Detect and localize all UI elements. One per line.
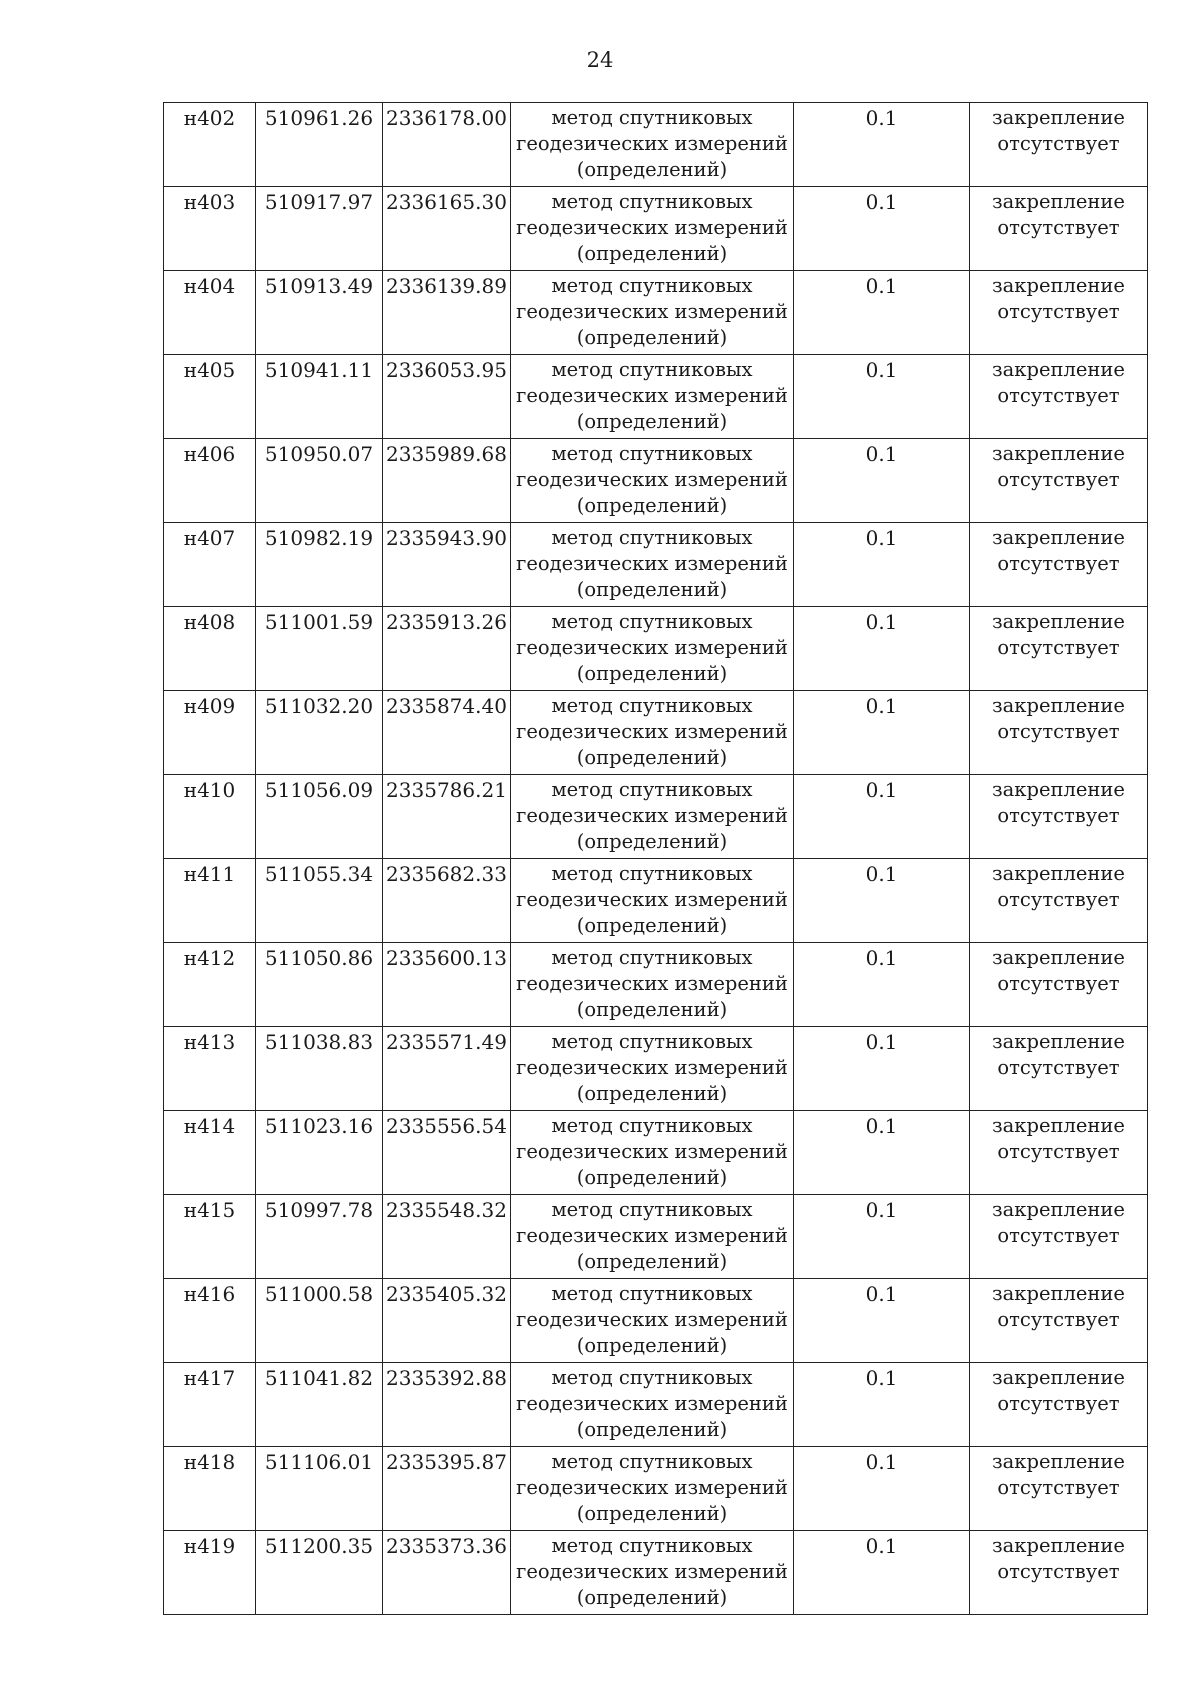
table-row [164, 943, 1148, 1027]
y-coordinate-cell: 2335943.90 [383, 523, 511, 607]
x-coordinate-cell: 510961.26 [256, 103, 383, 187]
table-row [164, 1195, 1148, 1279]
x-coordinate-cell: 511050.86 [256, 943, 383, 1027]
point-id-cell: н414 [164, 1111, 256, 1195]
point-id-cell: н418 [164, 1447, 256, 1531]
method-cell: метод спутниковых геодезических измерений (определений) [511, 355, 794, 439]
x-coordinate-cell: 511000.58 [256, 1279, 383, 1363]
y-coordinate-cell: 2335395.87 [383, 1447, 511, 1531]
point-id-cell: н406 [164, 439, 256, 523]
accuracy-cell: 0.1 [794, 103, 970, 187]
table-row [164, 607, 1148, 691]
accuracy-cell: 0.1 [794, 691, 970, 775]
table-row [164, 1447, 1148, 1531]
x-coordinate-cell: 511032.20 [256, 691, 383, 775]
fixing-cell: закрепление отсутствует [970, 1195, 1148, 1279]
table-row [164, 187, 1148, 271]
x-coordinate-cell: 511041.82 [256, 1363, 383, 1447]
method-cell: метод спутниковых геодезических измерений (определений) [511, 607, 794, 691]
method-cell: метод спутниковых геодезических измерений (определений) [511, 1195, 794, 1279]
table-row [164, 1279, 1148, 1363]
y-coordinate-cell: 2335786.21 [383, 775, 511, 859]
accuracy-cell: 0.1 [794, 355, 970, 439]
table-row [164, 271, 1148, 355]
fixing-cell: закрепление отсутствует [970, 691, 1148, 775]
accuracy-cell: 0.1 [794, 1027, 970, 1111]
method-cell: метод спутниковых геодезических измерений (определений) [511, 103, 794, 187]
method-cell: метод спутниковых геодезических измерений (определений) [511, 1447, 794, 1531]
y-coordinate-cell: 2335373.36 [383, 1531, 511, 1615]
y-coordinate-cell: 2335405.32 [383, 1279, 511, 1363]
accuracy-cell: 0.1 [794, 859, 970, 943]
table-row [164, 439, 1148, 523]
y-coordinate-cell: 2335571.49 [383, 1027, 511, 1111]
table-row [164, 355, 1148, 439]
x-coordinate-cell: 510950.07 [256, 439, 383, 523]
fixing-cell: закрепление отсутствует [970, 1447, 1148, 1531]
fixing-cell: закрепление отсутствует [970, 439, 1148, 523]
method-cell: метод спутниковых геодезических измерений (определений) [511, 859, 794, 943]
fixing-cell: закрепление отсутствует [970, 271, 1148, 355]
point-id-cell: н408 [164, 607, 256, 691]
y-coordinate-cell: 2335989.68 [383, 439, 511, 523]
fixing-cell: закрепление отсутствует [970, 187, 1148, 271]
fixing-cell: закрепление отсутствует [970, 1027, 1148, 1111]
method-cell: метод спутниковых геодезических измерений (определений) [511, 523, 794, 607]
fixing-cell: закрепление отсутствует [970, 355, 1148, 439]
y-coordinate-cell: 2336178.00 [383, 103, 511, 187]
x-coordinate-cell: 511200.35 [256, 1531, 383, 1615]
table-row [164, 1027, 1148, 1111]
x-coordinate-cell: 511038.83 [256, 1027, 383, 1111]
table-row [164, 1363, 1148, 1447]
method-cell: метод спутниковых геодезических измерений (определений) [511, 1363, 794, 1447]
accuracy-cell: 0.1 [794, 187, 970, 271]
y-coordinate-cell: 2336165.30 [383, 187, 511, 271]
accuracy-cell: 0.1 [794, 523, 970, 607]
point-id-cell: н407 [164, 523, 256, 607]
accuracy-cell: 0.1 [794, 271, 970, 355]
table-row [164, 1531, 1148, 1615]
y-coordinate-cell: 2335874.40 [383, 691, 511, 775]
x-coordinate-cell: 510913.49 [256, 271, 383, 355]
accuracy-cell: 0.1 [794, 439, 970, 523]
x-coordinate-cell: 510941.11 [256, 355, 383, 439]
table-row [164, 1111, 1148, 1195]
x-coordinate-cell: 511055.34 [256, 859, 383, 943]
point-id-cell: н409 [164, 691, 256, 775]
point-id-cell: н416 [164, 1279, 256, 1363]
fixing-cell: закрепление отсутствует [970, 1279, 1148, 1363]
x-coordinate-cell: 511106.01 [256, 1447, 383, 1531]
point-id-cell: н417 [164, 1363, 256, 1447]
method-cell: метод спутниковых геодезических измерений (определений) [511, 1279, 794, 1363]
coordinates-table [163, 102, 1148, 1615]
y-coordinate-cell: 2335682.33 [383, 859, 511, 943]
fixing-cell: закрепление отсутствует [970, 775, 1148, 859]
y-coordinate-cell: 2335600.13 [383, 943, 511, 1027]
accuracy-cell: 0.1 [794, 775, 970, 859]
accuracy-cell: 0.1 [794, 1279, 970, 1363]
x-coordinate-cell: 511001.59 [256, 607, 383, 691]
accuracy-cell: 0.1 [794, 1447, 970, 1531]
x-coordinate-cell: 510982.19 [256, 523, 383, 607]
fixing-cell: закрепление отсутствует [970, 943, 1148, 1027]
table-row [164, 523, 1148, 607]
coordinates-table-body [164, 103, 1148, 1615]
fixing-cell: закрепление отсутствует [970, 859, 1148, 943]
point-id-cell: н419 [164, 1531, 256, 1615]
method-cell: метод спутниковых геодезических измерений (определений) [511, 271, 794, 355]
fixing-cell: закрепление отсутствует [970, 607, 1148, 691]
y-coordinate-cell: 2335913.26 [383, 607, 511, 691]
accuracy-cell: 0.1 [794, 943, 970, 1027]
method-cell: метод спутниковых геодезических измерений (определений) [511, 187, 794, 271]
fixing-cell: закрепление отсутствует [970, 1111, 1148, 1195]
method-cell: метод спутниковых геодезических измерений (определений) [511, 1531, 794, 1615]
method-cell: метод спутниковых геодезических измерений (определений) [511, 775, 794, 859]
x-coordinate-cell: 510997.78 [256, 1195, 383, 1279]
y-coordinate-cell: 2335556.54 [383, 1111, 511, 1195]
point-id-cell: н404 [164, 271, 256, 355]
y-coordinate-cell: 2335548.32 [383, 1195, 511, 1279]
point-id-cell: н410 [164, 775, 256, 859]
point-id-cell: н403 [164, 187, 256, 271]
accuracy-cell: 0.1 [794, 1363, 970, 1447]
method-cell: метод спутниковых геодезических измерений (определений) [511, 439, 794, 523]
table-row [164, 775, 1148, 859]
point-id-cell: н405 [164, 355, 256, 439]
fixing-cell: закрепление отсутствует [970, 1363, 1148, 1447]
accuracy-cell: 0.1 [794, 1195, 970, 1279]
y-coordinate-cell: 2336139.89 [383, 271, 511, 355]
point-id-cell: н413 [164, 1027, 256, 1111]
x-coordinate-cell: 510917.97 [256, 187, 383, 271]
table-row [164, 691, 1148, 775]
method-cell: метод спутниковых геодезических измерений (определений) [511, 943, 794, 1027]
accuracy-cell: 0.1 [794, 607, 970, 691]
y-coordinate-cell: 2335392.88 [383, 1363, 511, 1447]
x-coordinate-cell: 511056.09 [256, 775, 383, 859]
table-row [164, 859, 1148, 943]
page-number: 24 [586, 48, 614, 72]
y-coordinate-cell: 2336053.95 [383, 355, 511, 439]
point-id-cell: н411 [164, 859, 256, 943]
table-row [164, 103, 1148, 187]
fixing-cell: закрепление отсутствует [970, 1531, 1148, 1615]
fixing-cell: закрепление отсутствует [970, 103, 1148, 187]
accuracy-cell: 0.1 [794, 1531, 970, 1615]
point-id-cell: н402 [164, 103, 256, 187]
fixing-cell: закрепление отсутствует [970, 523, 1148, 607]
method-cell: метод спутниковых геодезических измерений (определений) [511, 1111, 794, 1195]
point-id-cell: н412 [164, 943, 256, 1027]
accuracy-cell: 0.1 [794, 1111, 970, 1195]
x-coordinate-cell: 511023.16 [256, 1111, 383, 1195]
method-cell: метод спутниковых геодезических измерений (определений) [511, 691, 794, 775]
point-id-cell: н415 [164, 1195, 256, 1279]
method-cell: метод спутниковых геодезических измерений (определений) [511, 1027, 794, 1111]
